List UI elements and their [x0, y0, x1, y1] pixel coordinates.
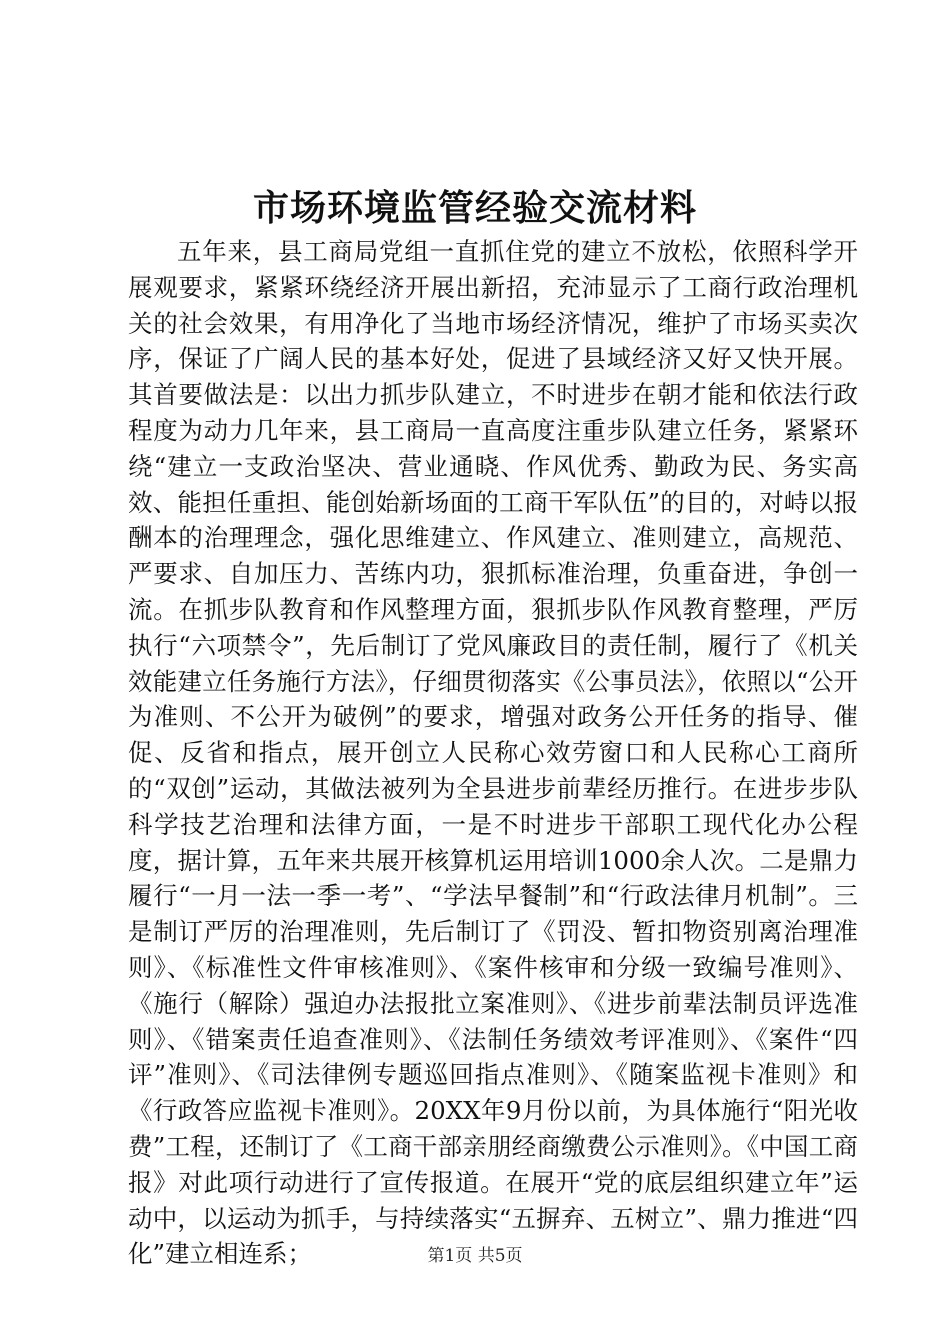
document-title: 市场环境监管经验交流材料	[252, 187, 697, 229]
body-paragraph: 五年来，县工商局党组一直抓住党的建立不放松，依照科学开展观要求，紧紧环绕经济开展出新招，充沛显示了工商行政治理机关的社会效果，有用净化了当地市场经济情况，维护了市场买卖次序，保证了广阔人民的基本好处，促进了县域经济又好又快开展。其首要做法是：以出力抓步队建立，不时进步在朝才能和依法行政程度为动力几年来，县工商局一直高度注重步队建立任务，紧紧环绕“建立一支政治坚决、营业通晓、作风优秀、勤政为民、务实高效、能担任重担、能创始新场面的工商干军队伍”的目的，对峙以报酬本的治理理念，强化思维建立、作风建立、准则建立，高规范、严要求、自加压力、苦练内功，狠抓标准治理，负重奋进，争创一流。在抓步队教育和作风整理方面，狠抓步队作风教育整理，严厉执行“六项禁令”，先后制订了党风廉政目的责任制，履行了《机关效能建立任务施行方法》，仔细贯彻落实《公事员法》，依照以“公开为准则、不公开为破例”的要求，增强对政务公开任务的指导、催促、反省和指点，展开创立人民称心效劳窗口和人民称心工商所的“双创”运动，其做法被列为全县进步前辈经历推行。在进步步队科学技艺治理和法律方面，一是不时进步干部职工现代化办公程度，据计算，五年来共展开核算机运用培训1000余人次。二是鼎力履行“一月一法一季一考”、“学法早餐制”和“行政法律月机制”。三是制订严厉的治理准则，先后制订了《罚没、暂扣物资别离治理准则》、《标准性文件审核准则》、《案件核审和分级一致编号准则》、《施行（解除）强迫办法报批立案准则》、《进步前辈法制员评选准则》、《错案责任追查准则》、《法制任务绩效考评准则》、《案件“四评”准则》、《司法律例专题巡回指点准则》、《随案监视卡准则》和《行政答应监视卡准则》。20XX年9月份以前，为具体施行“阳光收费”工程，还制订了《工商干部亲朋经商缴费公示准则》。《中国工商报》对此项行动进行了宣传报道。在展开“党的底层组织建立年”运动中，以运动为抓手，与持续落实“五摒弃、五树立”、鼎力推进“四化”建立相连系；	[128, 237, 858, 1269]
page-number-footer: 第1页 共5页	[427, 1246, 523, 1266]
